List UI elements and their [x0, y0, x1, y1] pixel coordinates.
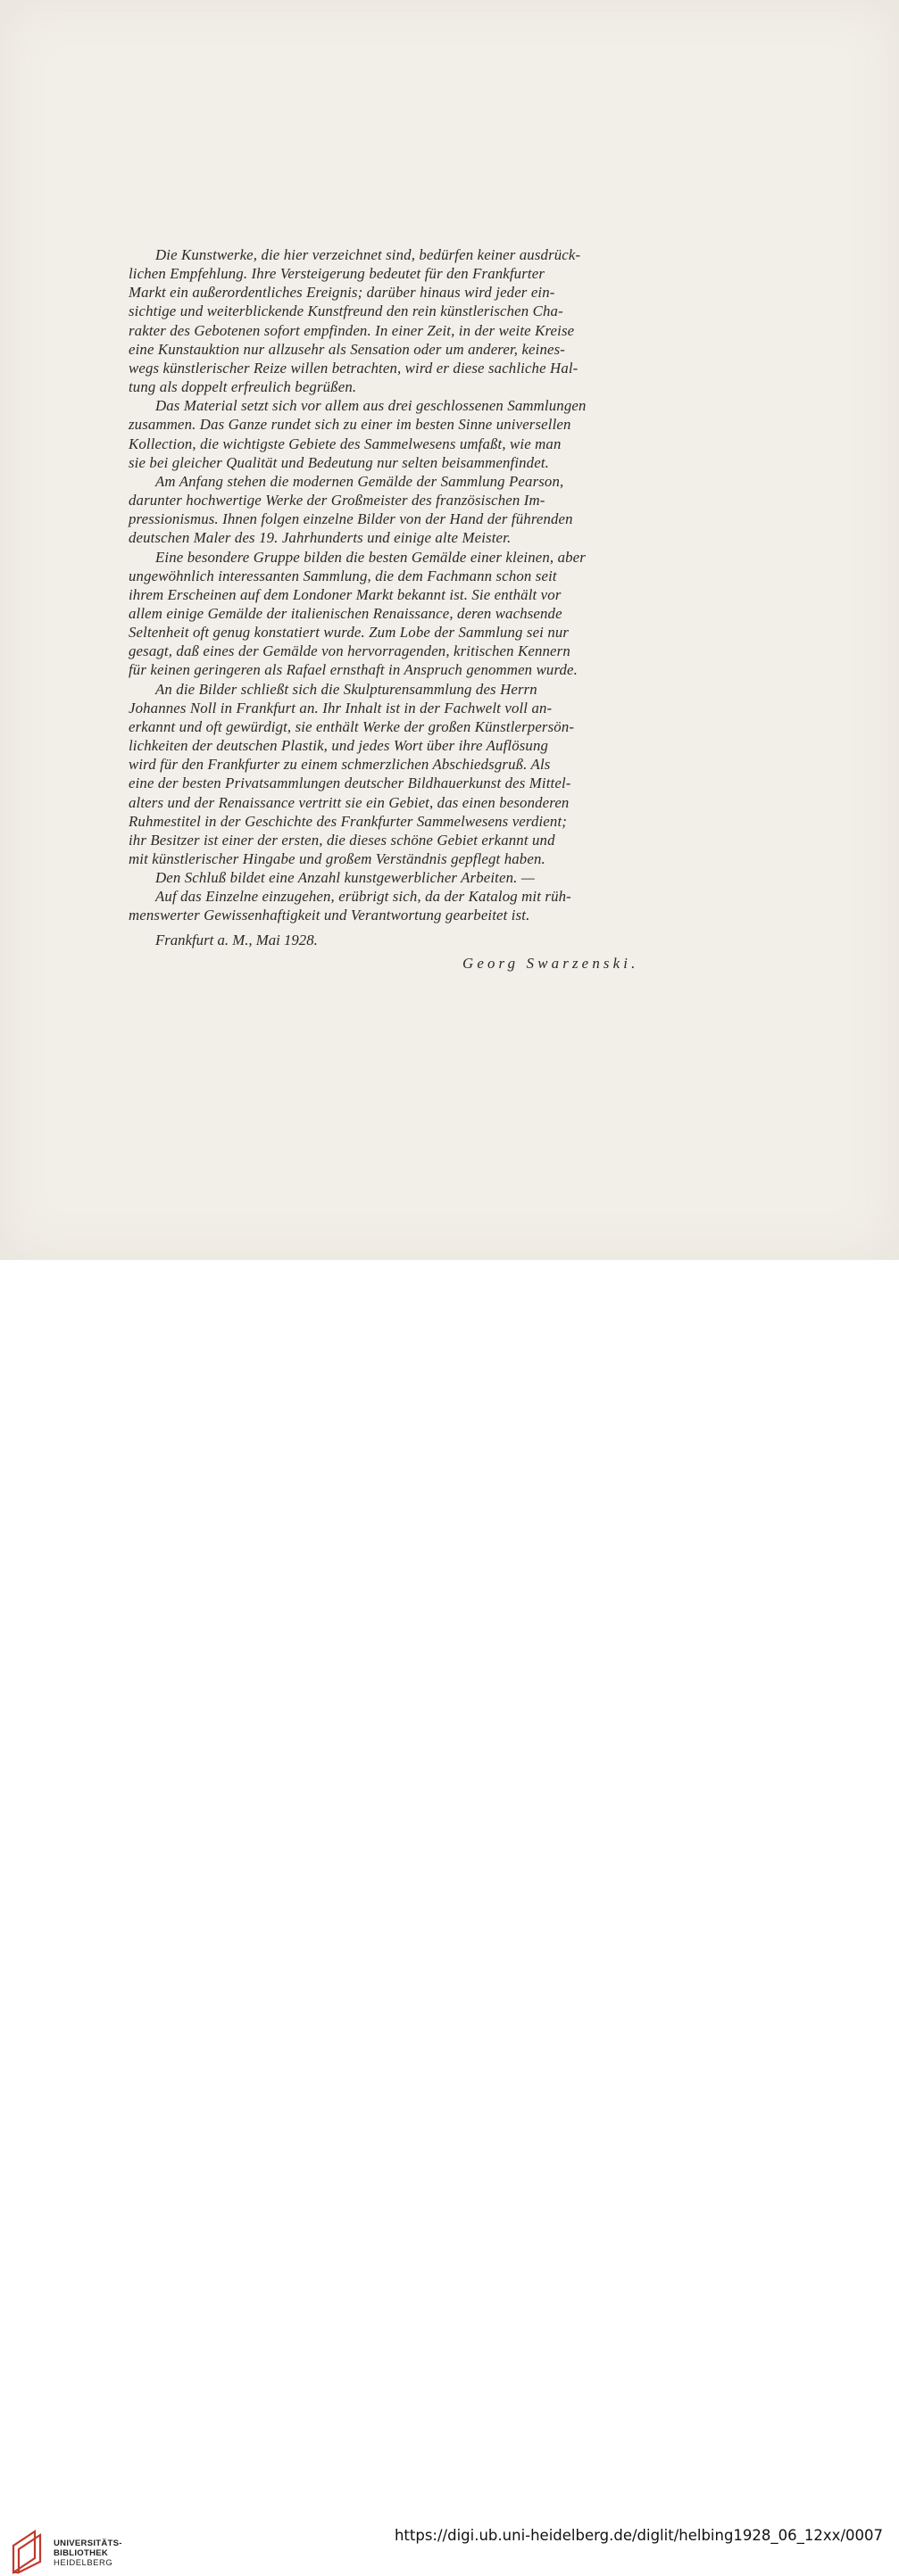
library-line-3: HEIDELBERG	[54, 2558, 113, 2568]
line: deutschen Maler des 19. Jahrhunderts und einige alte Meister.	[129, 529, 512, 547]
permalink-url[interactable]: https://digi.ub.uni-heidelberg.de/diglit/helbing1928_06_12xx/0007	[394, 2527, 883, 2544]
line: wird für den Frankfurter zu einem schmerzlichen Abschiedsgruß. Als	[129, 756, 551, 774]
line: Auf das Einzelne einzugehen, erübrigt sich, da der Katalog mit rüh-	[155, 888, 571, 906]
line: sichtige und weiterblickende Kunstfreund den rein künstlerischen Cha-	[129, 302, 563, 320]
line: wegs künstlerischer Reize willen betrachten, wird er diese sachliche Hal-	[129, 359, 579, 377]
line: ihrem Erscheinen auf dem Londoner Markt bekannt ist. Sie enthält vor	[129, 585, 562, 603]
paragraph-5	[129, 680, 680, 869]
scanned-page	[0, 0, 899, 1260]
line: allem einige Gemälde der italienischen Renaissance, deren wachsende	[129, 604, 562, 622]
line: erkannt und oft gewürdigt, sie enthält Werke der großen Künstlerpersön-	[129, 717, 575, 735]
ub-heidelberg-logo-icon[interactable]	[8, 2528, 47, 2576]
signature: Georg Swarzenski.	[462, 955, 639, 972]
line: lichkeiten der deutschen Plastik, und jedes Wort über ihre Auflösung	[129, 737, 549, 755]
line: Das Material setzt sich vor allem aus drei geschlossenen Sammlungen	[155, 397, 587, 415]
line: ihr Besitzer ist einer der ersten, die dieses schöne Gebiet erkannt und	[129, 831, 555, 849]
line: für keinen geringeren als Rafael ernsthaft in Anspruch genommen wurde.	[129, 661, 578, 679]
line: Die Kunstwerke, die hier verzeichnet sind, bedürfen keiner ausdrück-	[155, 246, 581, 263]
line: alters und der Renaissance vertritt sie ein Gebiet, das einen besonderen	[129, 793, 570, 811]
library-line-2: BIBLIOTHEK	[54, 2548, 109, 2558]
line: gesagt, daß eines der Gemälde von hervorragenden, kritischen Kennern	[129, 642, 570, 660]
line: darunter hochwertige Werke der Großmeister des französischen Im-	[129, 492, 545, 509]
foreword-text	[129, 245, 680, 925]
line: Den Schluß bildet eine Anzahl kunstgewerblicher Arbeiten. —	[155, 869, 535, 887]
footer-bar	[0, 1260, 899, 2568]
line: An die Bilder schließt sich die Skulpturensammlung des Herrn	[155, 680, 537, 698]
line: Johannes Noll in Frankfurt an. Ihr Inhalt ist in der Fachwelt voll an-	[129, 699, 553, 716]
line: Markt ein außerordentliches Ereignis; darüber hinaus wird jeder ein-	[129, 284, 555, 302]
line: tung als doppelt erfreulich begrüßen.	[129, 378, 357, 396]
line: pressionismus. Ihnen folgen einzelne Bilder von der Hand der führenden	[129, 510, 573, 528]
line: eine der besten Privatsammlungen deutscher Bildhauerkunst des Mittel-	[129, 774, 571, 792]
line: Eine besondere Gruppe bilden die besten Gemälde einer kleinen, aber	[155, 548, 586, 566]
line: lichen Empfehlung. Ihre Versteigerung bedeutet für den Frankfurter	[129, 265, 545, 283]
line: sie bei gleicher Qualität und Bedeutung nur selten beisammenfindet.	[129, 453, 549, 471]
line: eine Kunstauktion nur allzusehr als Sensation oder um anderer, keines-	[129, 340, 566, 358]
paragraph-6	[129, 868, 680, 887]
line: Ruhmestitel in der Geschichte des Frankfurter Sammelwesens verdient;	[129, 812, 567, 830]
line: mit künstlerischer Hingabe und großem Verständnis gepflegt haben.	[129, 850, 545, 867]
paragraph-4	[129, 548, 680, 680]
line: Seltenheit oft genug konstatiert wurde. Zum Lobe der Sammlung sei nur	[129, 624, 570, 642]
line: menswerter Gewissenhaftigkeit und Verantwortung gearbeitet ist.	[129, 907, 530, 924]
line: Am Anfang stehen die modernen Gemälde der Sammlung Pearson,	[155, 472, 564, 490]
library-line-1: UNIVERSITÄTS-	[54, 2539, 122, 2548]
library-name[interactable]	[54, 2539, 122, 2568]
place-date: Frankfurt a. M., Mai 1928.	[155, 932, 318, 948]
paragraph-2	[129, 396, 680, 472]
paragraph-7	[129, 887, 680, 924]
line: Kollection, die wichtigste Gebiete des Sammelwesens umfaßt, wie man	[129, 435, 562, 452]
line: zusammen. Das Ganze rundet sich zu einer im besten Sinne universellen	[129, 416, 571, 434]
paragraph-3	[129, 472, 680, 548]
paragraph-1	[129, 245, 680, 396]
line: ungewöhnlich interessanten Sammlung, die dem Fachmann schon seit	[129, 567, 557, 584]
line: rakter des Gebotenen sofort empfinden. In einer Zeit, in der weite Kreise	[129, 321, 575, 339]
